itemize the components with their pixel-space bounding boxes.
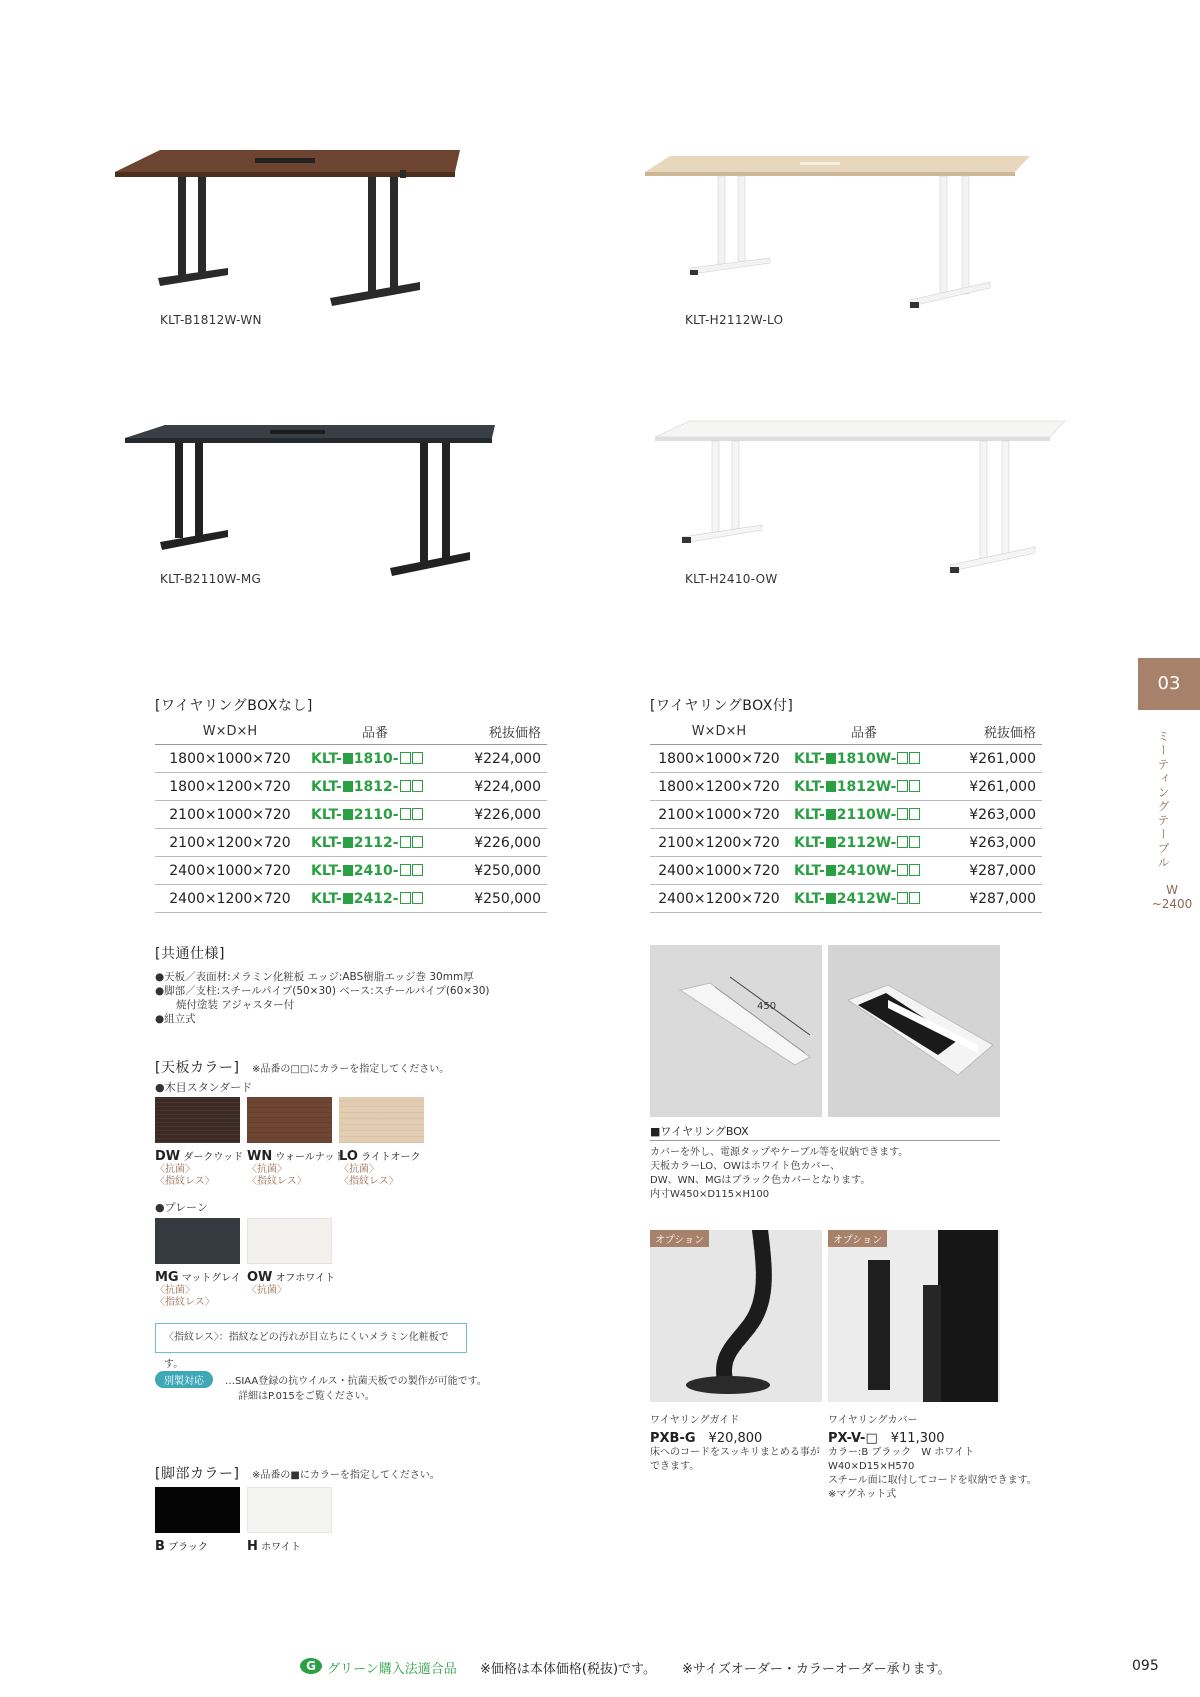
product-image-klt-h2410-ow bbox=[650, 415, 1070, 585]
wiring-box-title: ■ワイヤリングBOX bbox=[650, 1125, 749, 1138]
top-color-placeholder-icon bbox=[897, 864, 908, 876]
leg-color-placeholder-icon bbox=[826, 893, 836, 904]
price-cell: ¥263,000 bbox=[940, 801, 1042, 829]
spec-line: ●組立式 bbox=[155, 1013, 196, 1025]
column-header: 品番 bbox=[305, 718, 445, 745]
top-color-placeholder-icon bbox=[412, 780, 423, 792]
table-row bbox=[155, 885, 547, 913]
leg-color-placeholder-icon bbox=[343, 809, 353, 820]
chapter-tab: 03 bbox=[1138, 658, 1200, 710]
leg-color-placeholder-icon bbox=[826, 753, 836, 764]
price-table-box bbox=[650, 718, 1042, 913]
wiring-box-photo-closed bbox=[650, 945, 822, 1117]
dimension-label: 450 bbox=[757, 1001, 777, 1012]
leg-color-placeholder-icon bbox=[343, 865, 353, 876]
wiring-cover-photo bbox=[828, 1230, 1000, 1402]
option-wiring-guide: ワイヤリングガイド PXB-G ¥20,800 床へのコードをスッキリまとめる事が できます。 bbox=[650, 1415, 820, 1472]
green-label: グリーン購入法適合品 bbox=[327, 1662, 457, 1677]
wiring-box-photo-open bbox=[828, 945, 1000, 1117]
leg-color-placeholder-icon bbox=[826, 865, 836, 876]
size-cell: 1800×1200×720 bbox=[155, 773, 305, 801]
product-image-klt-b1812w-wn bbox=[110, 140, 470, 315]
special-text: …SIAA登録の抗ウイルス・抗菌天板での製作が可能です。 bbox=[225, 1376, 487, 1387]
spec-line: ●脚部／支柱:スチールパイプ(50×30) ベース:スチールパイプ(60×30) bbox=[155, 985, 490, 997]
code-cell: KLT- 1812- bbox=[305, 773, 445, 801]
top-color-placeholder-icon bbox=[400, 780, 411, 792]
fingerprint-note: 〈指紋レス〉：指紋などの汚れが目立ちにくいメラミン化粧板です。 bbox=[155, 1323, 467, 1353]
top-color-placeholder-icon bbox=[909, 808, 920, 820]
top-color-placeholder-icon bbox=[909, 892, 920, 904]
top-color-placeholder-icon bbox=[412, 864, 423, 876]
top-color-title: [天板カラー] bbox=[155, 1060, 240, 1076]
chapter-size: W ~2400 bbox=[1151, 883, 1193, 911]
table-row bbox=[155, 857, 547, 885]
swatch-lo: LO ライトオーク 〈抗菌〉 〈指紋レス〉 bbox=[339, 1097, 424, 1188]
size-cell: 2400×1200×720 bbox=[155, 885, 305, 913]
product-code: KLT-H2112W-LO bbox=[685, 313, 784, 327]
column-header: W×D×H bbox=[155, 718, 305, 745]
table-row bbox=[650, 801, 1042, 829]
top-color-placeholder-icon bbox=[897, 808, 908, 820]
price-cell: ¥226,000 bbox=[445, 801, 547, 829]
table-row bbox=[155, 745, 547, 773]
leg-color-title: [脚部カラー] bbox=[155, 1466, 240, 1482]
option-wiring-cover: ワイヤリングカバー PX-V-□ ¥11,300 カラー:B ブラック W ホワイト W40×D15×H570 スチール面に取付してコードを収納できます。 ※マグネット式 bbox=[828, 1415, 1037, 1500]
leg-color-placeholder-icon bbox=[826, 809, 836, 820]
top-color-placeholder-icon bbox=[909, 864, 920, 876]
top-color-placeholder-icon bbox=[400, 864, 411, 876]
code-cell: KLT- 2412W- bbox=[788, 885, 940, 913]
top-color-placeholder-icon bbox=[412, 836, 423, 848]
page-number: 095 bbox=[1132, 1658, 1159, 1674]
swatch-leg-h: H ホワイト bbox=[247, 1487, 332, 1554]
top-color-placeholder-icon bbox=[400, 808, 411, 820]
swatch-mg: MG マットグレイ 〈抗菌〉 〈指紋レス〉 bbox=[155, 1218, 241, 1309]
top-color-placeholder-icon bbox=[400, 892, 411, 904]
leg-color-placeholder-icon bbox=[343, 781, 353, 792]
table-row bbox=[650, 773, 1042, 801]
top-color-placeholder-icon bbox=[400, 752, 411, 764]
spec-line: ●天板／表面材:メラミン化粧板 エッジ:ABS樹脂エッジ巻 30mm厚 bbox=[155, 971, 474, 983]
wiring-box-description: カバーを外し、電源タップやケーブル等を収納できます。 天板カラーLO、OWはホワイト色カバー、 DW、WN、MGはブラック色カバーとなります。 内寸W450×D115×H100 bbox=[650, 1147, 909, 1200]
table-row bbox=[650, 829, 1042, 857]
product-code: KLT-B2110W-MG bbox=[160, 572, 262, 586]
table-row bbox=[650, 857, 1042, 885]
price-cell: ¥250,000 bbox=[445, 857, 547, 885]
special-text: 詳細はP.015をご覧ください。 bbox=[238, 1391, 375, 1402]
top-color-placeholder-icon bbox=[412, 808, 423, 820]
wiring-guide-photo bbox=[650, 1230, 822, 1402]
table-row bbox=[650, 885, 1042, 913]
top-color-placeholder-icon bbox=[909, 752, 920, 764]
swatch-wn: WN ウォールナット 〈抗菌〉 〈指紋レス〉 bbox=[247, 1097, 345, 1188]
top-color-placeholder-icon bbox=[412, 892, 423, 904]
leg-color-placeholder-icon bbox=[826, 837, 836, 848]
size-cell: 2400×1200×720 bbox=[650, 885, 788, 913]
leg-color-placeholder-icon bbox=[343, 753, 353, 764]
price-cell: ¥250,000 bbox=[445, 885, 547, 913]
leg-color-placeholder-icon bbox=[343, 893, 353, 904]
size-cell: 2400×1000×720 bbox=[155, 857, 305, 885]
top-color-placeholder-icon bbox=[897, 752, 908, 764]
code-cell: KLT- 2412- bbox=[305, 885, 445, 913]
top-color-placeholder-icon bbox=[897, 892, 908, 904]
size-cell: 2100×1200×720 bbox=[650, 829, 788, 857]
price-cell: ¥261,000 bbox=[940, 773, 1042, 801]
divider bbox=[650, 1140, 1000, 1141]
top-color-placeholder-icon bbox=[909, 780, 920, 792]
product-code: KLT-H2410-OW bbox=[685, 572, 778, 586]
code-cell: KLT- 1810- bbox=[305, 745, 445, 773]
top-color-placeholder-icon bbox=[909, 836, 920, 848]
table-title-box: [ワイヤリングBOX付] bbox=[650, 698, 794, 714]
product-code: KLT-B1812W-WN bbox=[160, 313, 262, 327]
size-cell: 2400×1000×720 bbox=[650, 857, 788, 885]
common-spec-title: [共通仕様] bbox=[155, 946, 225, 962]
top-color-placeholder-icon bbox=[400, 836, 411, 848]
column-header: W×D×H bbox=[650, 718, 788, 745]
price-cell: ¥287,000 bbox=[940, 885, 1042, 913]
common-spec-list bbox=[155, 970, 555, 1026]
swatch-leg-b: B ブラック bbox=[155, 1487, 240, 1554]
top-color-placeholder-icon bbox=[897, 780, 908, 792]
swatch-dw: DW ダークウッド 〈抗菌〉 〈指紋レス〉 bbox=[155, 1097, 243, 1188]
product-image-klt-h2112w-lo bbox=[640, 150, 1030, 320]
leg-color-placeholder-icon bbox=[826, 781, 836, 792]
wood-label: ●木目スタンダード bbox=[155, 1081, 253, 1094]
table-row bbox=[650, 745, 1042, 773]
size-cell: 2100×1000×720 bbox=[155, 801, 305, 829]
footer-note: ※サイズオーダー・カラーオーダー承ります。 bbox=[682, 1662, 951, 1677]
size-cell: 2100×1000×720 bbox=[650, 801, 788, 829]
column-header: 税抜価格 bbox=[445, 718, 547, 745]
option-tag: オプション bbox=[650, 1230, 709, 1247]
swatch-ow: OW オフホワイト 〈抗菌〉 bbox=[247, 1218, 335, 1297]
price-cell: ¥263,000 bbox=[940, 829, 1042, 857]
size-cell: 2100×1200×720 bbox=[155, 829, 305, 857]
option-tag: オプション bbox=[828, 1230, 887, 1247]
price-cell: ¥226,000 bbox=[445, 829, 547, 857]
price-cell: ¥261,000 bbox=[940, 745, 1042, 773]
size-cell: 1800×1000×720 bbox=[155, 745, 305, 773]
leg-color-placeholder-icon bbox=[343, 837, 353, 848]
chapter-label: ミーティングテーブル bbox=[1156, 730, 1170, 870]
price-cell: ¥224,000 bbox=[445, 773, 547, 801]
spec-line: 焼付塗装 アジャスター付 bbox=[155, 999, 295, 1011]
code-cell: KLT- 1812W- bbox=[788, 773, 940, 801]
column-header: 品番 bbox=[788, 718, 940, 745]
green-mark-icon: G bbox=[300, 1658, 322, 1674]
leg-color-note: ※品番の■にカラーを指定してください。 bbox=[252, 1470, 440, 1481]
table-row bbox=[155, 801, 547, 829]
special-badge: 別製対応 bbox=[155, 1371, 213, 1388]
top-color-note: ※品番の□□にカラーを指定してください。 bbox=[252, 1064, 450, 1075]
table-row bbox=[155, 829, 547, 857]
product-image-klt-b2110w-mg bbox=[120, 400, 500, 580]
price-table-no-box bbox=[155, 718, 547, 913]
price-cell: ¥287,000 bbox=[940, 857, 1042, 885]
code-cell: KLT- 1810W- bbox=[788, 745, 940, 773]
size-cell: 1800×1200×720 bbox=[650, 773, 788, 801]
plain-label: ●プレーン bbox=[155, 1201, 208, 1214]
price-cell: ¥224,000 bbox=[445, 745, 547, 773]
code-cell: KLT- 2112W- bbox=[788, 829, 940, 857]
size-cell: 1800×1000×720 bbox=[650, 745, 788, 773]
code-cell: KLT- 2410- bbox=[305, 857, 445, 885]
code-cell: KLT- 2112- bbox=[305, 829, 445, 857]
code-cell: KLT- 2410W- bbox=[788, 857, 940, 885]
top-color-placeholder-icon bbox=[412, 752, 423, 764]
code-cell: KLT- 2110- bbox=[305, 801, 445, 829]
top-color-placeholder-icon bbox=[897, 836, 908, 848]
table-title-no-box: [ワイヤリングBOXなし] bbox=[155, 698, 313, 714]
table-row bbox=[155, 773, 547, 801]
footer-note: ※価格は本体価格(税抜)です。 bbox=[480, 1662, 656, 1677]
code-cell: KLT- 2110W- bbox=[788, 801, 940, 829]
column-header: 税抜価格 bbox=[940, 718, 1042, 745]
